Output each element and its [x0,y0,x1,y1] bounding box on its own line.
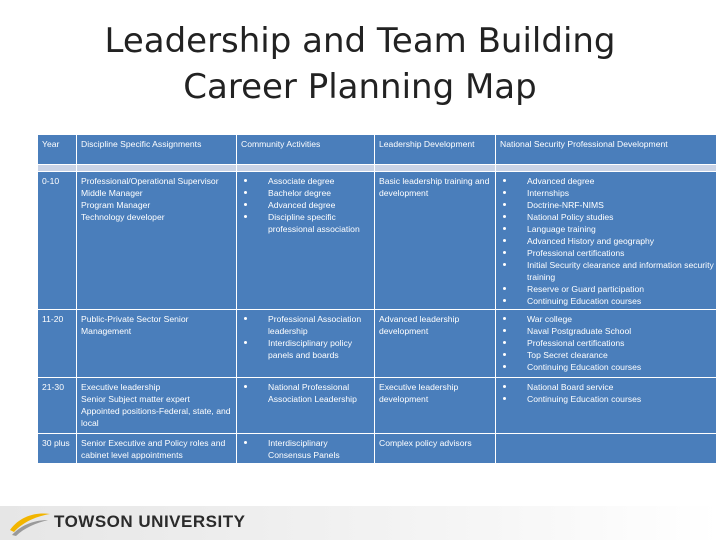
year-cell: 11-20 [38,310,77,378]
header-leadership: Leadership Development [375,135,496,165]
table-row [38,378,717,434]
assignment-item: Middle Manager [81,188,143,198]
community-item: National Professional Association Leadership [241,381,372,405]
towson-swoosh-icon [8,508,52,538]
nsp-item: National Policy studies [500,211,714,223]
assignments-cell [77,378,237,434]
assignment-item: Technology developer [81,212,165,222]
nsp-item: Continuing Education courses [500,361,714,373]
assignments-cell [77,434,237,464]
nsp-cell [496,310,717,378]
leadership-cell: Complex policy advisors [375,434,496,464]
leadership-cell: Advanced leadership development [375,310,496,378]
title-line-1: Leadership and Team Building [104,21,616,61]
header-nsp: National Security Professional Development [496,135,717,165]
nsp-item: Continuing Education courses [500,393,714,405]
nsp-item: Advanced degree [500,175,714,187]
year-cell: 0-10 [38,172,77,310]
community-item: Advanced degree [241,199,372,211]
assignments-cell [77,172,237,310]
nsp-item: Advanced History and geography [500,235,714,247]
year-cell: 21-30 [38,378,77,434]
nsp-item: Reserve or Guard participation [500,283,714,295]
title-line-2: Career Planning Map [183,67,537,107]
assignment-item: Senior Executive and Policy roles and cabinet level appointments [81,438,226,460]
assignments-cell [77,310,237,378]
community-item: Discipline specific professional association [241,211,372,235]
assignment-item: Professional/Operational Supervisor [81,176,219,186]
nsp-item: Naval Postgraduate School [500,325,714,337]
page-title [0,18,720,110]
community-item: Associate degree [241,175,372,187]
assignment-item: Senior Subject matter expert [81,394,190,404]
community-cell [237,434,375,464]
table-spacer-row [38,165,717,172]
community-cell [237,172,375,310]
nsp-item: Initial Security clearance and information security training [500,259,714,283]
community-cell [237,378,375,434]
table-header-row [38,135,717,165]
nsp-cell [496,172,717,310]
career-planning-table [37,134,717,464]
assignment-item: Public-Private Sector Senior Management [81,314,189,336]
community-item: Interdisciplinary Consensus Panels [241,437,372,461]
table-row [38,310,717,378]
leadership-cell: Basic leadership training and development [375,172,496,310]
nsp-item: Professional certifications [500,247,714,259]
university-logo-text: TOWSON UNIVERSITY [54,512,246,531]
community-item: Interdisciplinary policy panels and boards [241,337,372,361]
assignment-item: Program Manager [81,200,151,210]
community-cell [237,310,375,378]
nsp-item: Continuing Education courses [500,295,714,307]
nsp-item: War college [500,313,714,325]
table-row [38,434,717,464]
community-item: Professional Association leadership [241,313,372,337]
nsp-item: Internships [500,187,714,199]
nsp-item: Language training [500,223,714,235]
year-cell: 30 plus [38,434,77,464]
nsp-item: National Board service [500,381,714,393]
header-community: Community Activities [237,135,375,165]
nsp-cell [496,434,717,464]
assignment-item: Executive leadership [81,382,161,392]
leadership-cell: Executive leadership development [375,378,496,434]
assignment-item: Appointed positions-Federal, state, and local [81,406,231,428]
nsp-item: Doctrine-NRF-NIMS [500,199,714,211]
header-year: Year [38,135,77,165]
header-assignments: Discipline Specific Assignments [77,135,237,165]
nsp-item: Professional certifications [500,337,714,349]
nsp-cell [496,378,717,434]
table-row [38,172,717,310]
community-item: Bachelor degree [241,187,372,199]
nsp-item: Top Secret clearance [500,349,714,361]
